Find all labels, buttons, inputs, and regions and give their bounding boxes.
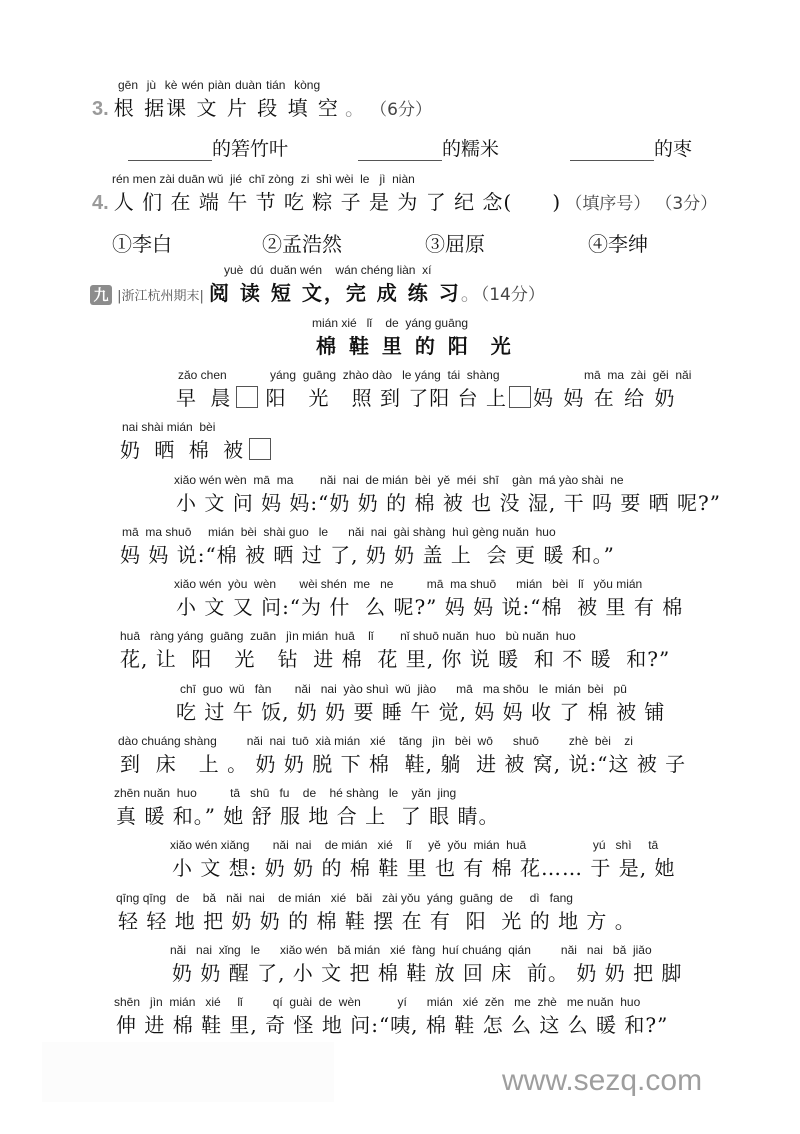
p3-pinyin: xiǎo wén wèn mā ma nǎi nai de mián bèi yě méi shī gàn má yào shài ne	[174, 473, 624, 487]
q3-blank-3	[570, 134, 692, 161]
q4-hint: （填序号）	[565, 194, 651, 214]
p1-text-a: 早 晨	[176, 386, 235, 410]
passage-line-3: 小 文 问 妈 妈:“奶 奶 的 棉 被 也 没 湿, 干 吗 要 晒 呢?”	[176, 491, 721, 515]
q3-blank-1	[128, 134, 288, 161]
s9-punct: 。	[460, 281, 481, 305]
passage-line-4: 妈 妈 说:“棉 被 晒 过 了, 奶 奶 盖 上 会 更 暖 和。”	[120, 543, 615, 567]
passage-line-8: 到 床 上 。 奶 奶 脱 下 棉 鞋, 躺 进 被 窝, 说:“这 被 子	[120, 752, 687, 776]
passage-line-7: 吃 过 午 饭, 奶 奶 要 睡 午 觉, 妈 妈 收 了 棉 被 铺	[176, 700, 666, 724]
p1-pinyin-a: zǎo chen	[178, 368, 227, 382]
p13-pinyin: shēn jìn mián xié lǐ qí guài de wèn yí mián xié zěn me zhè me nuǎn huo	[114, 995, 641, 1009]
q3-blank-2	[358, 134, 499, 161]
p1-text-c: 妈 妈 在 给 奶	[533, 386, 677, 410]
p1-text-b: 阳 光 照 到 了阳 台 上	[265, 386, 508, 410]
p1-pinyin-b: yáng guāng zhào dào le yáng tái shàng	[270, 368, 500, 382]
passage-line-1	[176, 382, 676, 411]
s9-score: （14分）	[480, 285, 545, 305]
passage-line-13: 伸 进 棉 鞋 里, 奇 怪 地 问:“咦, 棉 鞋 怎 么 这 么 暖 和?”	[116, 1013, 669, 1037]
q4-option-3[interactable]: ③屈原	[425, 232, 485, 256]
passage-line-2	[120, 434, 273, 463]
passage-line-12: 奶 奶 醒 了, 小 文 把 棉 鞋 放 回 床 前。 奶 奶 把 脚	[172, 961, 683, 985]
q4-number: 4.	[92, 192, 109, 214]
q4-heading	[92, 186, 717, 215]
punct-box-2[interactable]	[509, 386, 531, 408]
blank-input-3[interactable]	[570, 140, 654, 161]
blank-input-1[interactable]	[128, 140, 212, 161]
s9-pinyin: yuè dú duǎn wén wán chéng liàn xí	[224, 263, 432, 277]
q4-option-1[interactable]: ①李白	[112, 232, 172, 256]
p5-pinyin: xiǎo wén yòu wèn wèi shén me ne mā ma shuō mián bèi lǐ yǒu mián	[174, 577, 643, 591]
q3-text: 根 据课 文 片 段 填 空	[113, 96, 340, 120]
q4-option-2[interactable]: ②孟浩然	[262, 232, 342, 256]
s9-text: 阅 读 短 文，完 成 练 习	[208, 281, 461, 305]
blank-suffix-2: 的糯米	[442, 138, 500, 160]
p1-pinyin-c: mā ma zài gěi nǎi	[584, 368, 692, 382]
passage-line-9: 真 暖 和。” 她 舒 服 地 合 上 了 眼 睛。	[116, 804, 500, 828]
section-source: |浙江杭州期末|	[117, 289, 204, 304]
p6-pinyin: huā ràng yáng guāng zuān jìn mián huā lǐ nǐ shuō nuǎn huo bù nuǎn huo	[120, 629, 576, 643]
p8-pinyin: dào chuáng shàng nǎi nai tuō xià mián xié tǎng jìn bèi wō shuō zhè bèi zi	[118, 734, 633, 748]
q3-number: 3.	[92, 98, 109, 120]
passage-line-6: 花, 让 阳 光 钻 进 棉 花 里, 你 说 暖 和 不 暖 和?”	[120, 647, 671, 671]
bottom-shade	[42, 1042, 334, 1102]
p11-pinyin: qīng qīng de bǎ nǎi nai de mián xié bǎi zài yǒu yáng guāng de dì fang	[116, 891, 573, 905]
watermark: www.sezq.com	[502, 1064, 703, 1097]
q3-score: （6分）	[370, 100, 432, 120]
p2-pinyin: nai shài mián bèi	[122, 420, 216, 434]
passage-line-10: 小 文 想: 奶 奶 的 棉 鞋 里 也 有 棉 花…… 于 是, 她	[172, 856, 676, 880]
punct-box-1[interactable]	[236, 386, 258, 408]
passage-line-5: 小 文 又 问:“为 什 么 呢?” 妈 妈 说:“棉 被 里 有 棉	[176, 595, 684, 619]
p7-pinyin: chī guo wǔ fàn nǎi nai yào shuì wǔ jiào mā ma shōu le mián bèi pū	[180, 682, 627, 696]
blank-suffix-3: 的枣	[654, 138, 693, 160]
blank-suffix-1: 的箬竹叶	[212, 138, 289, 160]
blank-input-2[interactable]	[358, 140, 442, 161]
q4-option-4[interactable]: ④李绅	[588, 232, 648, 256]
p10-pinyin: xiǎo wén xiǎng nǎi nai de mián xié lǐ yě yǒu mián huā yú shì tā	[170, 838, 659, 852]
title-pinyin: mián xié lǐ de yáng guāng	[312, 316, 469, 330]
q3-heading	[92, 92, 432, 121]
q4-close: )	[552, 190, 561, 214]
passage-title: 棉 鞋 里 的 阳 光	[316, 334, 514, 358]
section-badge: 九	[90, 285, 112, 305]
q4-pinyin: rén men zài duān wǔ jié chī zòng zi shì wèi le jì niàn	[112, 172, 415, 186]
q4-text: 人 们 在 端 午 节 吃 粽 子 是 为 了 纪 念(	[113, 190, 513, 214]
q4-score: （3分）	[655, 194, 718, 214]
p12-pinyin: nǎi nai xǐng le xiǎo wén bǎ mián xié fàng huí chuáng qián nǎi nai bǎ jiǎo	[170, 943, 652, 957]
punct-box-3[interactable]	[249, 438, 271, 460]
p2-text: 奶 晒 棉 被	[120, 438, 248, 462]
s9-heading	[90, 277, 545, 306]
q3-pinyin: gēn jù kè wén piàn duàn tián kòng	[118, 78, 321, 92]
passage-line-11: 轻 轻 地 把 奶 奶 的 棉 鞋 摆 在 有 阳 光 的 地 方 。	[118, 909, 636, 933]
q3-punct: 。	[345, 96, 366, 120]
p4-pinyin: mā ma shuō mián bèi shài guo le nǎi nai gài shàng huì gèng nuǎn huo	[122, 525, 556, 539]
p9-pinyin: zhēn nuǎn huo tā shū fu de hé shàng le yǎn jing	[114, 786, 457, 800]
